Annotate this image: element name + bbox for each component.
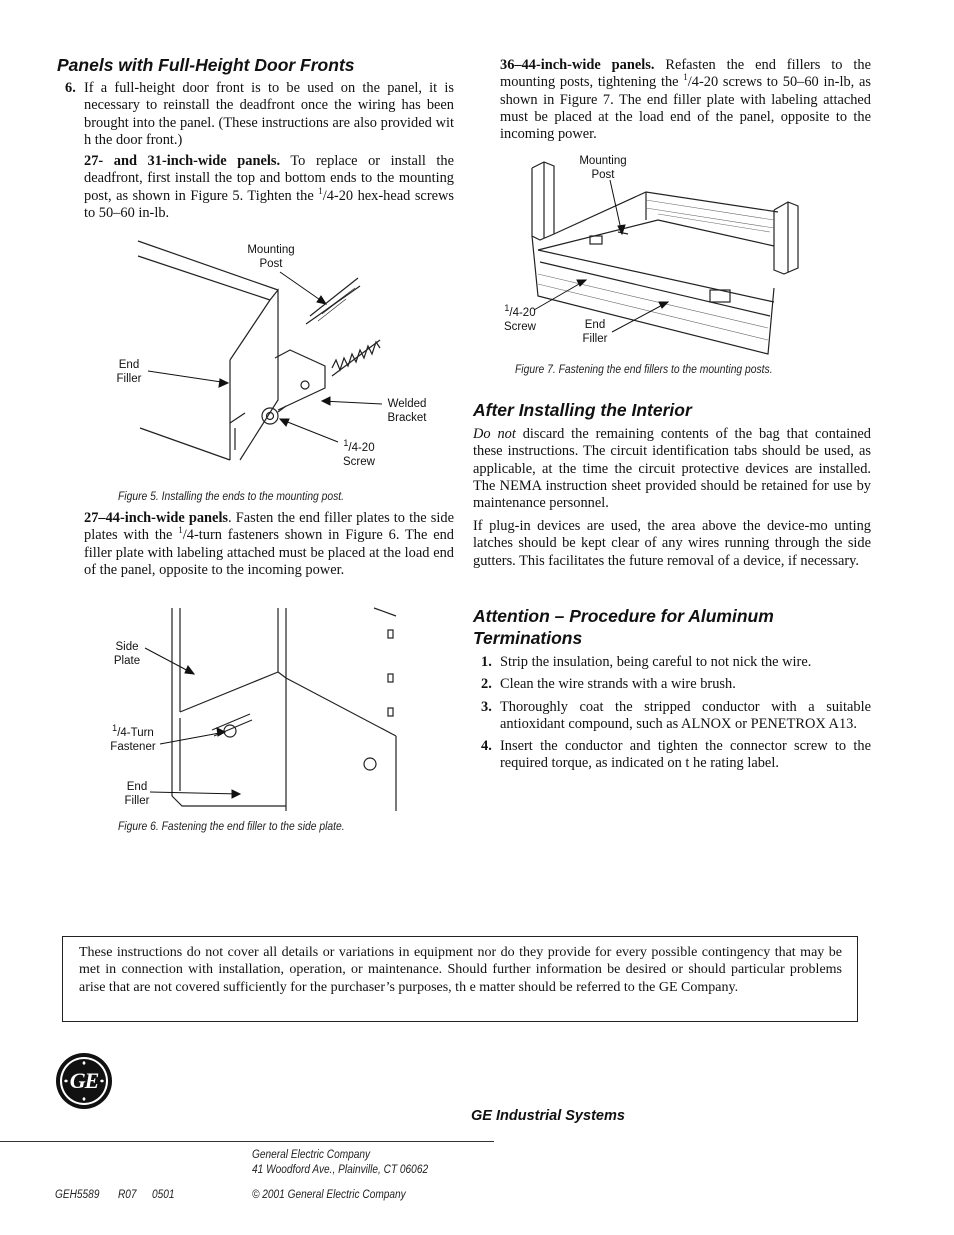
paragraph-text: /4-turn fasteners shown in Figure 6. The end filler plate with labeling attached must be placed at the load end of the panel, opposite to the incoming power. (84, 527, 454, 578)
screw-head (262, 408, 278, 424)
leader-end-filler (150, 792, 240, 794)
step-text: Strip the insulation, being careful to not nick the wire. (500, 654, 812, 670)
label-end-filler: End Filler (124, 781, 150, 807)
label-end-filler: End Filler (116, 359, 142, 385)
paragraph-lead: 36–44-inch-wide panels. (500, 57, 655, 73)
company-address: 41 Woodford Ave., Plainville, CT 06062 (252, 1164, 429, 1176)
label-mounting-post: Mounting Post (247, 244, 295, 270)
list-item (473, 676, 871, 693)
label-screw (338, 438, 380, 469)
paragraph-text: /4-20 hex-head screws to 50–60 in-lb. (84, 187, 454, 221)
company-name: General Electric Company (252, 1149, 371, 1161)
label-screw-size: /4-20 (509, 307, 536, 319)
end-filler-bottom-edge (172, 796, 286, 806)
aluminum-steps-list (473, 654, 871, 778)
label-mounting-post: Mounting Post (579, 155, 627, 181)
mounting-post-right (774, 202, 798, 274)
list-item (473, 654, 871, 671)
document-date-code: 0501 (152, 1189, 175, 1201)
quarter-turn-fastener-2 (364, 758, 376, 770)
bracket-hole (301, 381, 309, 389)
step-6 (57, 80, 454, 149)
fraction-numerator: 1 (683, 72, 688, 83)
footer-divider (0, 1141, 494, 1142)
step-text: Clean the wire strands with a wire brush. (500, 676, 736, 693)
figure-7-caption: Figure 7. Fastening the end fillers to the mounting posts. (515, 362, 773, 376)
panel-corner (270, 290, 278, 300)
paragraph-text: discard the remaining contents of the bag that contained these instructions. The circuit identification tabs should be used, as applicable, at the time the circuit protective devices are installed. The NEMA instruction sheet provided should be retained for use by maintenance personnel. (473, 426, 871, 512)
logo-letters: GE (69, 1068, 99, 1093)
figure-7-illustration (498, 150, 818, 356)
label-side-plate: Side Plate (113, 641, 141, 667)
fraction-numerator: 1 (343, 438, 349, 449)
figure-5-caption: Figure 5. Installing the ends to the mounting post. (118, 489, 345, 503)
paragraph-lead: 27- and 31-inch-wide panels. (84, 153, 281, 169)
leader-screw (280, 419, 338, 442)
slot (212, 714, 250, 730)
paragraph-do-not-discard (473, 426, 871, 512)
section-heading-aluminum-terminations: Attention – Procedure for Aluminum Terminations (473, 606, 774, 648)
step-number: 3. (481, 698, 492, 715)
label-end-filler: End Filler (582, 319, 608, 345)
welded-bracket (275, 350, 325, 410)
end-filler-plate (240, 308, 278, 460)
end-filler-top-edge (180, 672, 278, 712)
document-revision: R07 (118, 1189, 137, 1201)
leader-end-filler (148, 371, 228, 383)
end-filler-box (532, 236, 774, 354)
step-number: 6. (65, 80, 76, 96)
paragraph-lead: 27–44-inch-wide panels (84, 510, 229, 526)
step-text: Thoroughly coat the stripped conductor with a suitable antioxidant compound, such as ALNOX or PENETROX A13. (500, 698, 871, 732)
threaded-stud (332, 342, 380, 370)
step-text: Insert the conductor and tighten the connector screw to the required torque, as indicated on t he rating label. (500, 738, 871, 772)
step-number: 4. (481, 738, 492, 755)
section-heading-after-installing: After Installing the Interior (473, 400, 692, 420)
mounting-post-left (532, 162, 554, 240)
figure-5-illustration (110, 238, 460, 478)
paragraph-27-31-inch-panels (84, 153, 454, 222)
emphasis: Do not (473, 426, 516, 442)
figure-6-caption: Figure 6. Fastening the end filler to the side plate. (118, 819, 345, 833)
paragraph-text: . Fasten the end filler plates to the side plates with the (84, 510, 454, 544)
leader-fastener (160, 732, 225, 744)
figure-5 (110, 238, 460, 478)
document-id: GEH5589 (55, 1189, 100, 1201)
paragraph-text: To replace or install the deadfront, first install the top and bottom ends to the mounting post, as shown in Figure 5. Tighten the (84, 153, 454, 204)
paragraph-text: Refasten the end fillers to the mounting posts, tightening the (500, 57, 871, 91)
step-number: 1. (481, 654, 492, 670)
fraction-numerator: 1 (178, 525, 183, 536)
leader-welded-bracket (322, 401, 382, 404)
label-screw-word: Screw (504, 321, 536, 333)
fraction-numerator: 1 (318, 185, 323, 196)
fraction-numerator: 1 (504, 303, 510, 314)
label-fastener-word: Fastener (110, 741, 156, 753)
mounting-post (310, 278, 358, 316)
section-heading-full-height-door-fronts: Panels with Full-Height Door Fronts (57, 55, 355, 75)
panel-bottom-edge (140, 428, 230, 460)
label-screw-size: /4-20 (348, 442, 375, 454)
fraction-numerator: 1 (112, 723, 118, 734)
figure-6 (100, 606, 400, 814)
division-name: GE Industrial Systems (471, 1108, 625, 1124)
paragraph-36-44-inch-panels (500, 57, 871, 143)
disclaimer-box (62, 936, 858, 1022)
disclaimer-text: These instructions do not cover all details or variations in equipment nor do they provide for every possible contingency that may be met in connection with installation, operation, or maintenance. Should further information be desired or should particular problems arise that are not covered sufficiently for the purchaser’s purposes, th e matter should be referred to the GE Company. (79, 945, 842, 995)
panel-front-edge (230, 300, 270, 360)
paragraph-27-44-inch-panels (84, 510, 454, 579)
copyright: © 2001 General Electric Company (252, 1189, 406, 1201)
list-item (473, 738, 871, 773)
label-welded-bracket: Welded Bracket (387, 398, 427, 424)
paragraph-plug-in-devices: If plug-in devices are used, the area above the device-mo unting latches should be kept clear of any wires running through the side gutters. This facilitates the future removal of a device, if necessary. (473, 518, 871, 569)
figure-7 (498, 150, 818, 356)
step-number: 2. (481, 676, 492, 693)
label-fastener-type: /4-Turn (117, 727, 154, 739)
step-6-text: If a full-height door front is to be used on the panel, it is necessary to reinstall the deadfront once the wiring has been brought into the panel. (These instructions are also provided wit h the door front.) (84, 80, 454, 148)
end-filler-top-edge (538, 250, 774, 302)
ge-logo (55, 1052, 113, 1110)
label-quarter-turn-fastener (104, 723, 162, 754)
list-item (473, 699, 871, 734)
paragraph-text: /4-20 screws to 50–60 in-lb, as shown in Figure 7. The end filler plate with labeling attached must be placed at the load end of the panel, opposite to the incoming power. (500, 74, 871, 143)
label-screw (498, 303, 542, 334)
label-screw-word: Screw (343, 456, 375, 468)
